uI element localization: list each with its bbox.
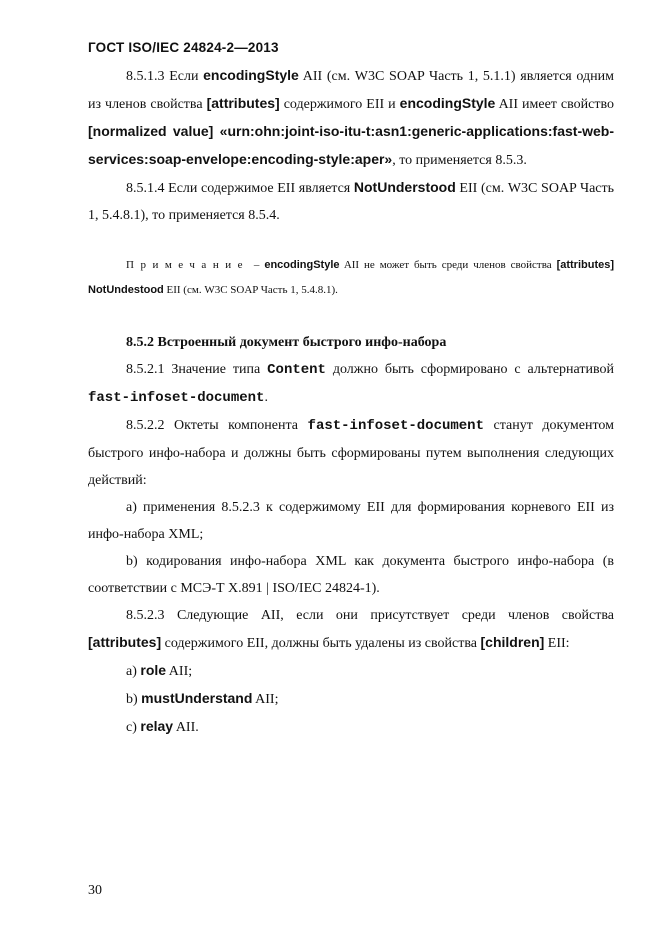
- page-number: 30: [88, 883, 102, 898]
- clause-8-5-2-3: 8.5.2.3 Следующие AII, если они присутствует среди членов свойства [attributes] содержимого EII, должны быть удалены из свойства [children] EII:: [88, 608, 614, 651]
- note-label: Примечание: [126, 259, 249, 271]
- section-heading: 8.5.2 Встроенный документ быстрого инфо-набора: [126, 335, 447, 350]
- document-header: ГОСТ ISO/IEC 24824-2—2013: [88, 40, 279, 55]
- list-item-b: b) кодирования инфо-набора XML как документа быстрого инфо-набора (в соответствии с МСЭ-Т X.891 | ISO/IEC 24824-1).: [88, 554, 614, 596]
- removal-item-relay: c) relay AII.: [126, 718, 199, 735]
- clause-8-5-1-4: 8.5.1.4 Если содержимое EII является NotUnderstood EII (см. W3C SOAP Часть 1, 5.4.8.1), то применяется 8.5.4.: [88, 179, 615, 223]
- removal-item-mustunderstand: b) mustUnderstand AII;: [126, 690, 279, 707]
- page-body: [88, 62, 614, 741]
- clause-8-5-2-1: 8.5.2.1 Значение типа Content должно быть сформировано с альтернативой fast-infoset-document.: [88, 362, 614, 406]
- removal-item-role: a) role AII;: [126, 662, 193, 679]
- note: Примечание – encodingStyle AII не может быть среди членов свойства [attributes] NotUndestood EII (см. W3C SOAP Часть 1, 5.4.8.1).: [88, 259, 615, 296]
- list-item-a: а) применения 8.5.2.3 к содержимому EII для формирования корневого EII из инфо-набора XML;: [88, 500, 614, 542]
- clause-8-5-1-3: 8.5.1.3 Если encodingStyle AII (см. W3C SOAP Часть 1, 5.1.1) является одним из членов свойства [attributes] содержимого EII и encodingStyle AII имеет свойство [normalized value] «urn:ohn:joint-iso-itu-t:asn1:generic-applications:fast-web-services:soap-envelope:encoding-style:aper», то применяется 8.5.3.: [88, 67, 614, 168]
- clause-8-5-2-2: 8.5.2.2 Октеты компонента fast-infoset-document станут документом быстрого инфо-набора и должны быть сформированы путем выполнения следующих действий:: [88, 418, 614, 488]
